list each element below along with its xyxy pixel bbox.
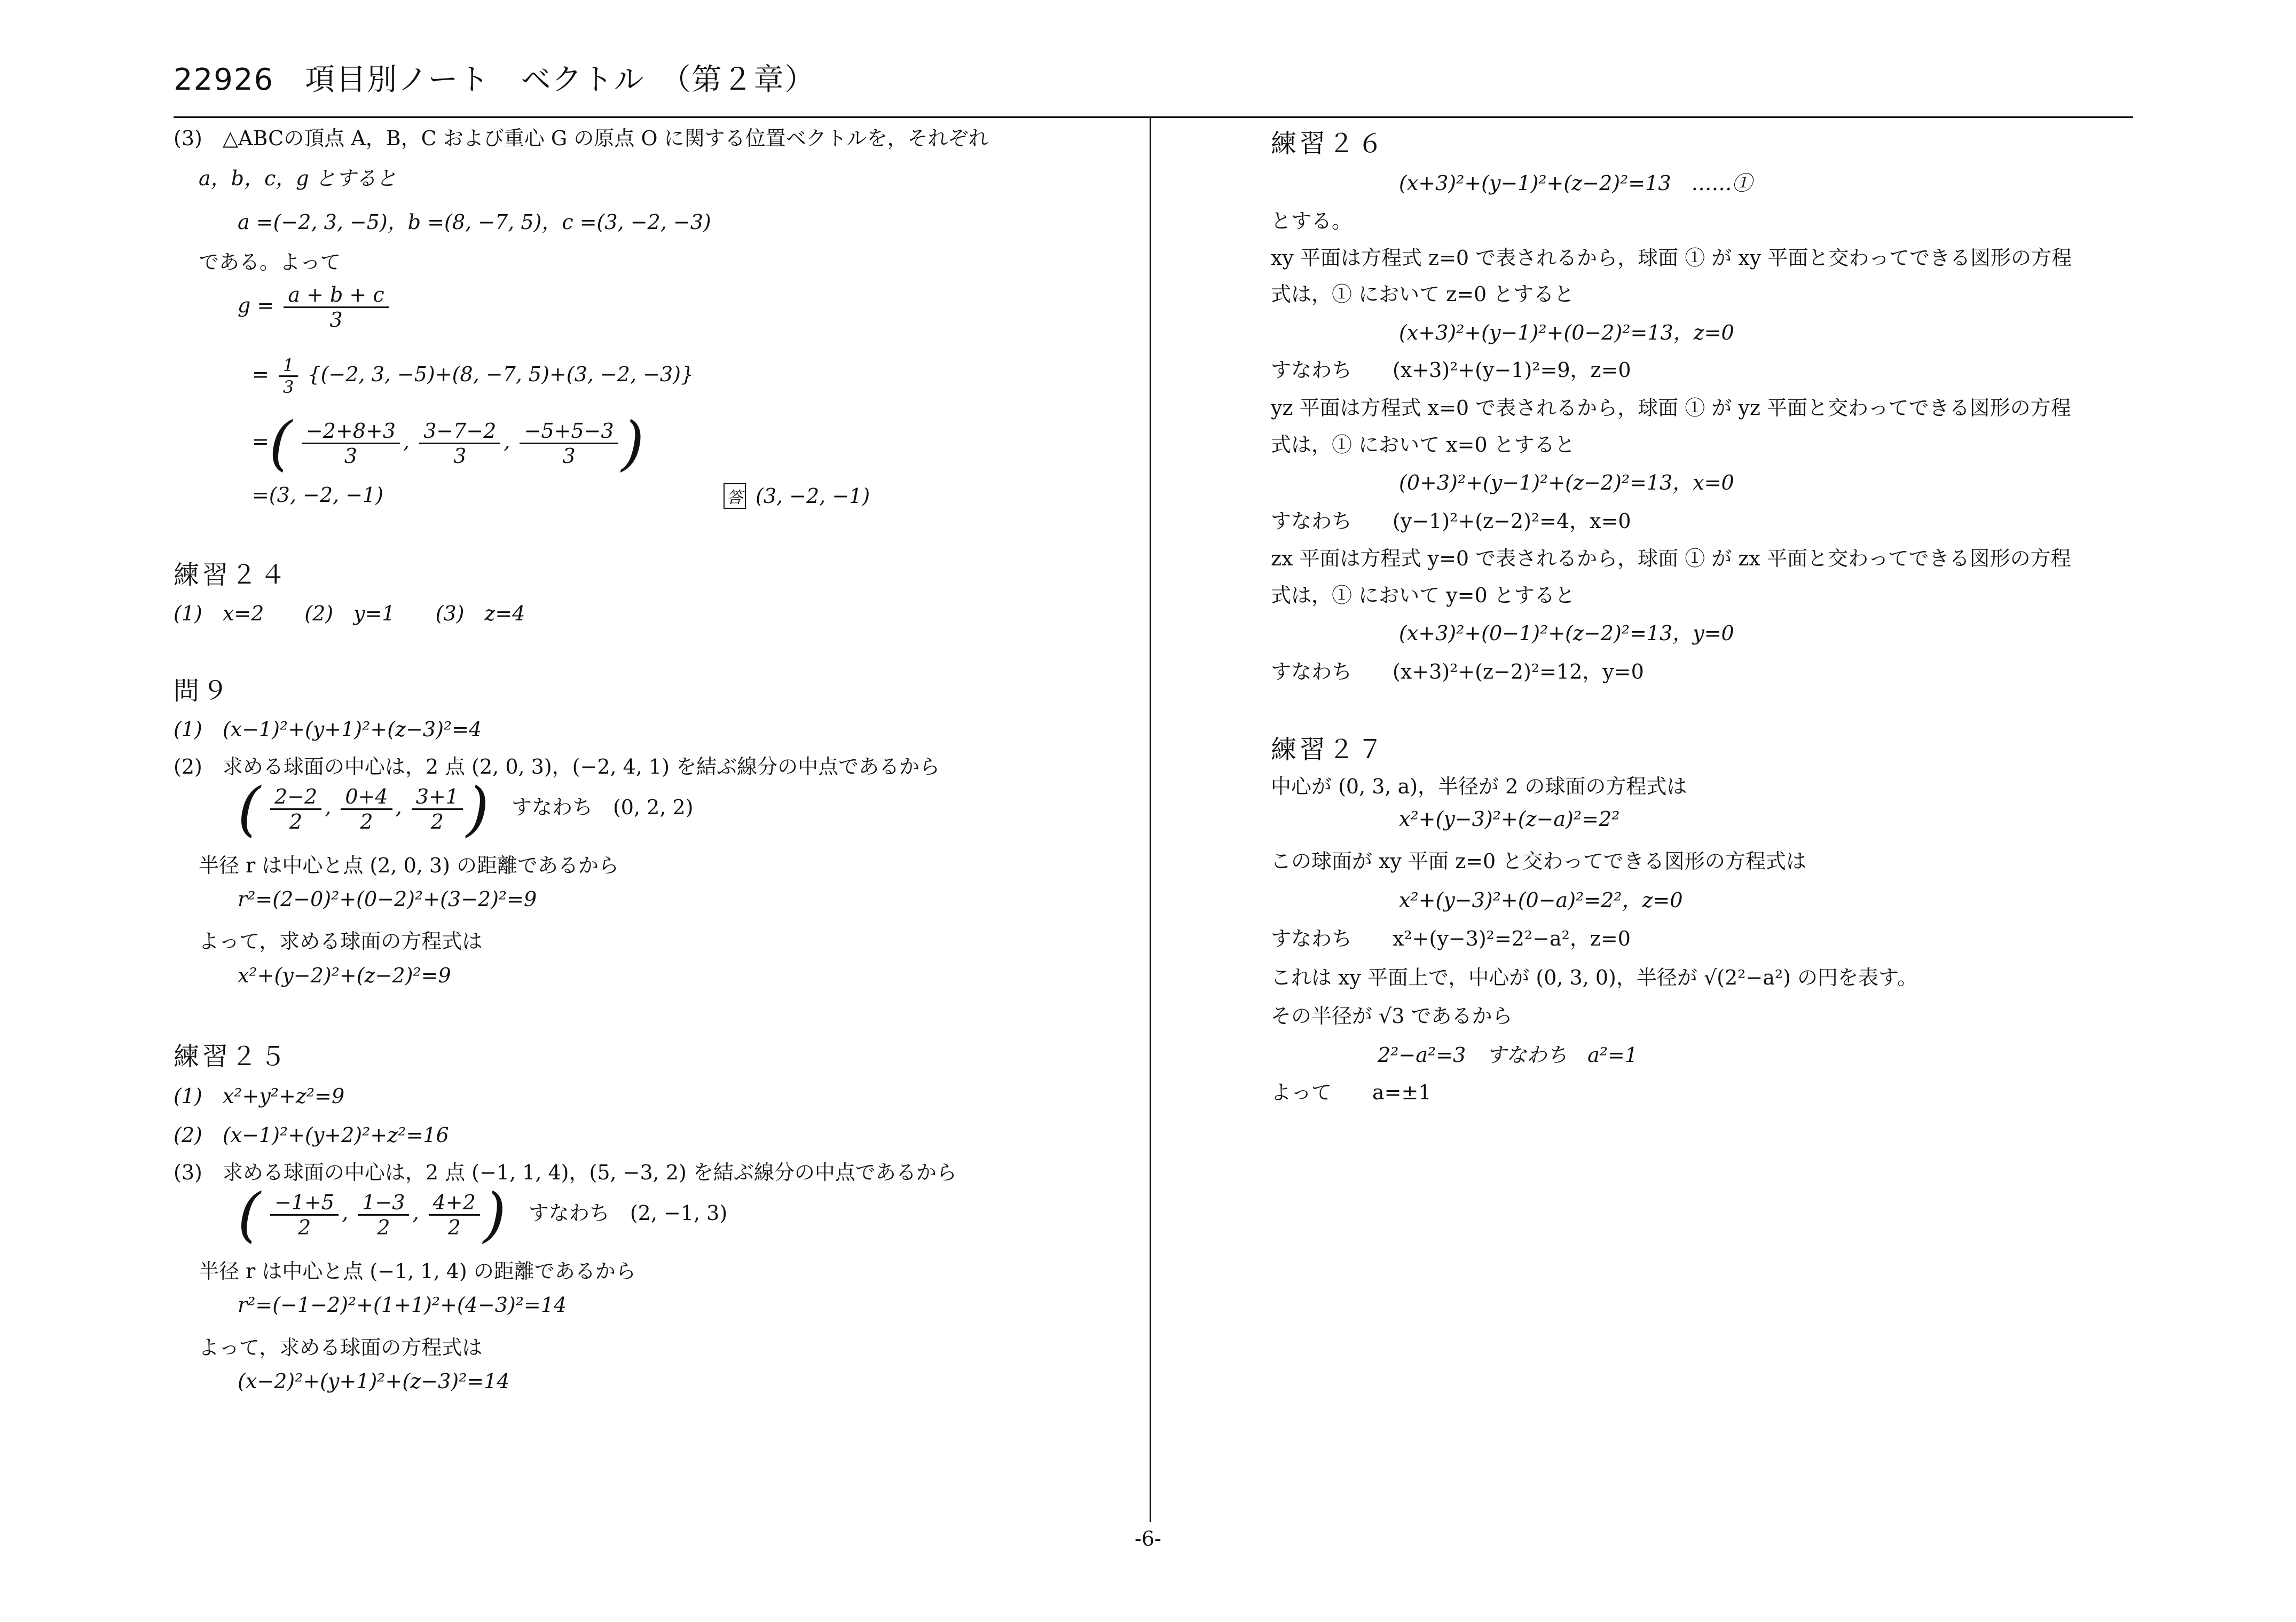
q9-conclusion-text: よって，求める球面の方程式は: [199, 930, 483, 953]
e25-radius-calc: r²=(−1−2)²+(1+1)²+(4−3)²=14: [238, 1293, 567, 1317]
p3-line-2: a，b，c，g とすると: [199, 167, 397, 190]
e25-midpoint-result: すなわち (2, −1, 3): [528, 1201, 728, 1225]
p3-sum-line: [252, 355, 694, 397]
p3-frac-y-num: 3−7−2: [419, 419, 500, 444]
p3-eq-sign-2: =: [252, 429, 269, 453]
p3-line-1: (3) △ABCの頂点 A，B，C および重心 G の原点 O に関する位置ベクトルを，それぞれ: [174, 127, 989, 150]
q9-frac-x: [270, 785, 321, 833]
e25-frac-x-den: 2: [297, 1215, 311, 1239]
e26-line-7: yz 平面は方程式 x=0 で表されるから，球面 ① が yz 平面と交わってできる図形の方程: [1271, 396, 2071, 420]
p3-third-num: 1: [279, 355, 298, 377]
p3-g-fraction: [284, 283, 388, 332]
e26-line-4: 式は，① において z=0 とすると: [1271, 282, 1575, 306]
e26-line-13: (x+3)²+(0−1)²+(z−2)²=13，y=0: [1399, 621, 1734, 645]
e25-frac-y: [358, 1191, 409, 1239]
e26-line-9: (0+3)²+(y−1)²+(z−2)²=13，x=0: [1399, 471, 1734, 494]
page-header-title: 22926 項目別ノート ベクトル （第２章）: [174, 62, 816, 97]
p3-answer: [724, 483, 870, 509]
e25-part-3: (3) 求める球面の中心は，2 点 (−1, 1, 4)，(5, −3, 2) を結ぶ線分の中点であるから: [174, 1161, 957, 1184]
p3-frac-x: [302, 419, 400, 468]
p3-sum-expr: {(−2, 3, −5)+(8, −7, 5)+(3, −2, −3)}: [308, 363, 694, 386]
q9-frac-z-den: 2: [430, 809, 444, 833]
p3-components-line: =( $\frac{-2+8+3}{3}$ , $\frac{3-7-2}{3}$ , $\frac{-5+5-3}{3}$ ): [252, 409, 644, 477]
p3-answer-value: (3, −2, −1): [756, 484, 870, 508]
column-divider: [1150, 118, 1151, 1522]
exercise-24-answers: (1) x=2 (2) y=1 (3) z=4: [174, 602, 525, 625]
e26-line-5: (x+3)²+(y−1)²+(0−2)²=13，z=0: [1399, 321, 1734, 344]
e27-line-1: 中心が (0, 3, a)，半径が 2 の球面の方程式は: [1271, 775, 1687, 798]
e27-line-8: 2²−a²=3 すなわち a²=1: [1378, 1043, 1638, 1067]
p3-third-den: 3: [282, 377, 294, 397]
e27-line-7: その半径が √3 であるから: [1271, 1004, 1513, 1028]
e25-conclusion-text: よって，求める球面の方程式は: [199, 1336, 483, 1359]
p3-g-lhs: g =: [238, 294, 274, 317]
e26-line-6: すなわち (x+3)²+(y−1)²=9，z=0: [1271, 358, 1631, 382]
p3-frac-z: [520, 419, 618, 468]
p3-frac-y-den: 3: [453, 444, 467, 468]
e26-line-8: 式は，① において x=0 とすると: [1271, 433, 1575, 456]
e25-frac-x: [270, 1191, 339, 1239]
e25-frac-x-num: −1+5: [270, 1191, 339, 1216]
e26-line-14: すなわち (x+3)²+(z−2)²=12，y=0: [1271, 660, 1644, 683]
e26-line-10: すなわち (y−1)²+(z−2)²=4，x=0: [1271, 509, 1631, 533]
heading-exercise-25: 練習２５: [174, 1042, 289, 1072]
p3-line-3: a =(−2, 3, −5)，b =(8, −7, 5)，c =(3, −2, −3): [238, 210, 711, 234]
q9-frac-z: [412, 785, 463, 833]
heading-exercise-27: 練習２７: [1271, 735, 1387, 765]
p3-frac-z-den: 3: [562, 444, 576, 468]
open-paren: (: [238, 1180, 261, 1249]
header-rule: [174, 116, 2133, 118]
close-paren: ): [466, 775, 489, 843]
q9-part-2: (2) 求める球面の中心は，2 点 (2, 0, 3)，(−2, 4, 1) を結ぶ線分の中点であるから: [174, 755, 940, 778]
answer-mark: 答: [724, 483, 746, 509]
e26-line-11: zx 平面は方程式 y=0 で表されるから，球面 ① が zx 平面と交わってできる図形の方程: [1271, 547, 2071, 570]
e26-line-1: (x+3)²+(y−1)²+(z−2)²=13 ……①: [1399, 171, 1752, 195]
heading-question-9: 問９: [174, 676, 232, 706]
e27-line-9: よって a=±1: [1271, 1081, 1432, 1104]
e25-frac-z: [429, 1191, 480, 1239]
p3-frac-x-den: 3: [344, 444, 357, 468]
e25-radius-text: 半径 r は中心と点 (−1, 1, 4) の距離であるから: [199, 1259, 636, 1283]
e27-line-3: この球面が xy 平面 z=0 と交わってできる図形の方程式は: [1271, 849, 1806, 873]
q9-frac-x-den: 2: [289, 809, 303, 833]
q9-frac-z-num: 3+1: [412, 785, 463, 810]
close-paren: ): [483, 1180, 506, 1249]
p3-frac-z-num: −5+5−3: [520, 419, 618, 444]
e25-part-2: (2) (x−1)²+(y+2)²+z²=16: [174, 1123, 449, 1147]
e25-sphere-equation: (x−2)²+(y+1)²+(z−3)²=14: [238, 1369, 510, 1393]
q9-sphere-equation: x²+(y−2)²+(z−2)²=9: [238, 964, 451, 987]
open-paren: (: [238, 775, 261, 843]
q9-part-1: (1) (x−1)²+(y+1)²+(z−3)²=4: [174, 718, 482, 741]
e25-frac-y-den: 2: [377, 1215, 390, 1239]
p3-centroid-def: [238, 283, 392, 332]
q9-midpoint-line: ( $\frac{2-2}{2}$ , $\frac{0+4}{2}$ , $\frac{3+1}{2}$ ) すなわち (0, 2, 2): [238, 775, 694, 843]
p3-g-denominator: 3: [329, 308, 343, 332]
q9-frac-y-num: 0+4: [341, 785, 392, 810]
p3-frac-y: [419, 419, 500, 468]
q9-midpoint-result: すなわち (0, 2, 2): [511, 795, 694, 819]
p3-result: =(3, −2, −1): [252, 483, 384, 507]
p3-g-numerator: a + b + c: [284, 283, 388, 308]
p3-frac-x-num: −2+8+3: [302, 419, 400, 444]
e27-line-4: x²+(y−3)²+(0−a)²=2²，z=0: [1399, 888, 1683, 912]
q9-frac-x-num: 2−2: [270, 785, 321, 810]
page-number: -6-: [1135, 1527, 1161, 1550]
e25-part-1: (1) x²+y²+z²=9: [174, 1084, 345, 1108]
heading-exercise-24: 練習２４: [174, 560, 289, 590]
e25-midpoint-line: ( $\frac{-1+5}{2}$ , $\frac{1-3}{2}$ , $\frac{4+2}{2}$ ) すなわち (2, −1, 3): [238, 1180, 728, 1249]
q9-frac-y-den: 2: [360, 809, 373, 833]
p3-line-4: である。よって: [199, 250, 341, 274]
e27-line-6: これは xy 平面上で，中心が (0, 3, 0)，半径が √(2²−a²) の円を表す。: [1271, 966, 1917, 989]
e26-line-2: とする。: [1271, 209, 1353, 233]
e25-frac-z-num: 4+2: [429, 1191, 480, 1216]
q9-radius-calc: r²=(2−0)²+(0−2)²+(3−2)²=9: [238, 887, 537, 911]
open-paren: (: [269, 409, 292, 477]
e25-frac-y-num: 1−3: [358, 1191, 409, 1216]
e26-line-12: 式は，① において y=0 とすると: [1271, 584, 1575, 607]
e27-line-2: x²+(y−3)²+(z−a)²=2²: [1399, 807, 1620, 831]
p3-third-fraction: [279, 355, 298, 397]
close-paren: ): [621, 409, 644, 477]
heading-exercise-26: 練習２６: [1271, 129, 1387, 159]
q9-frac-y: [341, 785, 392, 833]
e27-line-5: すなわち x²+(y−3)²=2²−a²，z=0: [1271, 927, 1631, 950]
p3-eq-sign: =: [252, 363, 269, 386]
q9-radius-text: 半径 r は中心と点 (2, 0, 3) の距離であるから: [199, 854, 619, 877]
e25-frac-z-den: 2: [447, 1215, 461, 1239]
e26-line-3: xy 平面は方程式 z=0 で表されるから，球面 ① が xy 平面と交わってできる図形の方程: [1271, 246, 2072, 270]
